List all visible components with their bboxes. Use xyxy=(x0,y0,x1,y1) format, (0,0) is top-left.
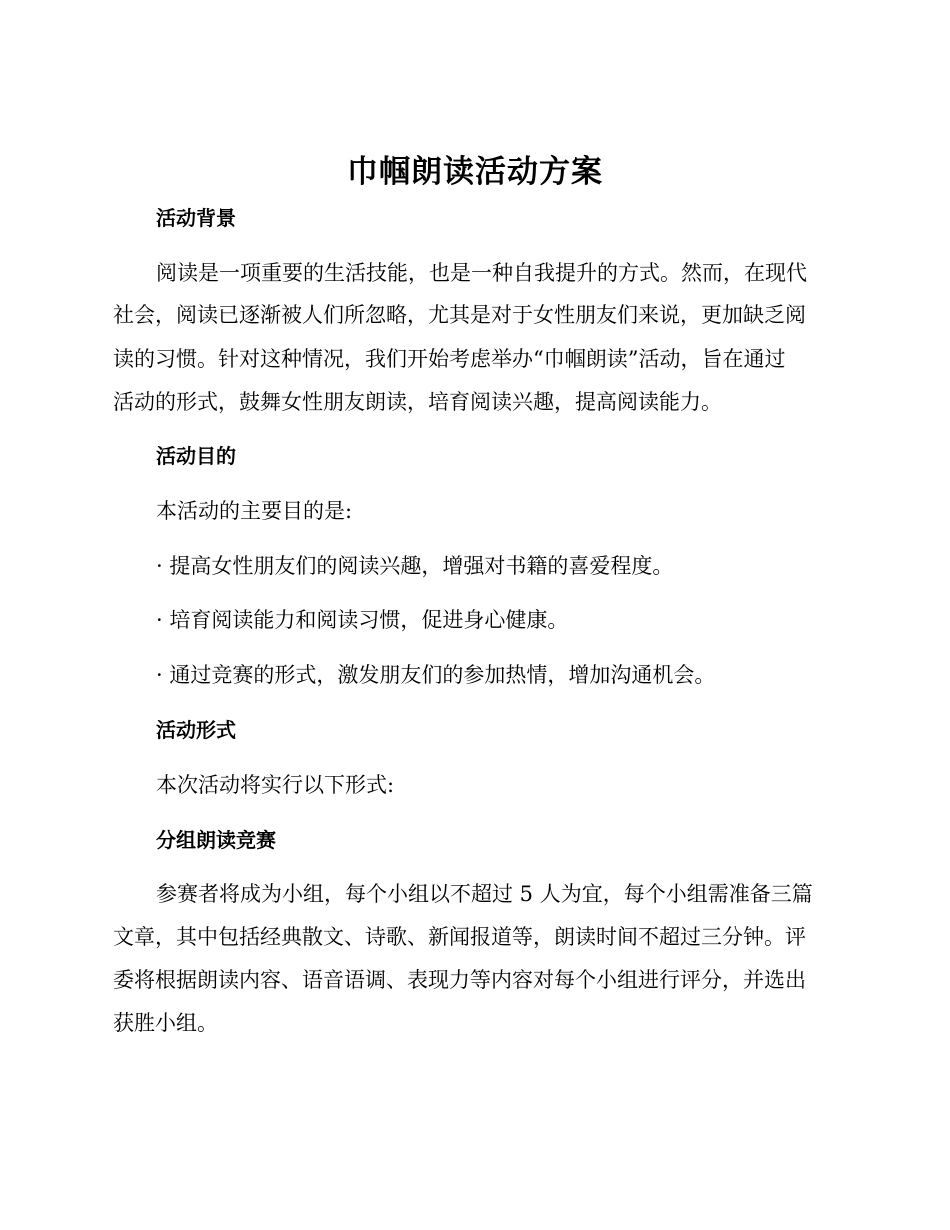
group-contest-paragraph-line: 参赛者将成为小组，每个小组以不超过 5 人为宜，每个小组需准备三篇 xyxy=(156,882,813,906)
purpose-bullet-item: · 提高女性朋友们的阅读兴趣，增强对书籍的喜爱程度。 xyxy=(156,554,674,578)
section-heading-purpose: 活动目的 xyxy=(156,444,236,468)
section-heading-background: 活动背景 xyxy=(156,206,236,230)
background-paragraph-line: 读的习惯。针对这种情况，我们开始考虑举办“巾帼朗读”活动，旨在通过 xyxy=(113,347,786,371)
purpose-intro: 本活动的主要目的是: xyxy=(156,499,353,523)
purpose-bullet-item: · 通过竞赛的形式，激发朋友们的参加热情，增加沟通机会。 xyxy=(156,663,716,687)
section-heading-format: 活动形式 xyxy=(156,718,236,742)
group-contest-paragraph-line: 获胜小组。 xyxy=(113,1011,218,1035)
background-paragraph-line: 社会，阅读已逐渐被人们所忽略，尤其是对于女性朋友们来说，更加缺乏阅 xyxy=(113,303,806,327)
document-title: 巾帼朗读活动方案 xyxy=(347,154,603,190)
background-paragraph-line: 阅读是一项重要的生活技能，也是一种自我提升的方式。然而，在现代 xyxy=(156,261,807,285)
format-intro: 本次活动将实行以下形式: xyxy=(156,773,395,797)
purpose-bullet-item: · 培育阅读能力和阅读习惯，促进身心健康。 xyxy=(156,608,569,632)
background-paragraph-line: 活动的形式，鼓舞女性朋友朗读，培育阅读兴趣，提高阅读能力。 xyxy=(113,390,722,414)
section-heading-group-contest: 分组朗读竞赛 xyxy=(156,828,276,852)
group-contest-paragraph-line: 委将根据朗读内容、语音语调、表现力等内容对每个小组进行评分，并选出 xyxy=(113,968,806,992)
group-contest-paragraph-line: 文章，其中包括经典散文、诗歌、新闻报道等，朗读时间不超过三分钟。评 xyxy=(113,925,806,949)
